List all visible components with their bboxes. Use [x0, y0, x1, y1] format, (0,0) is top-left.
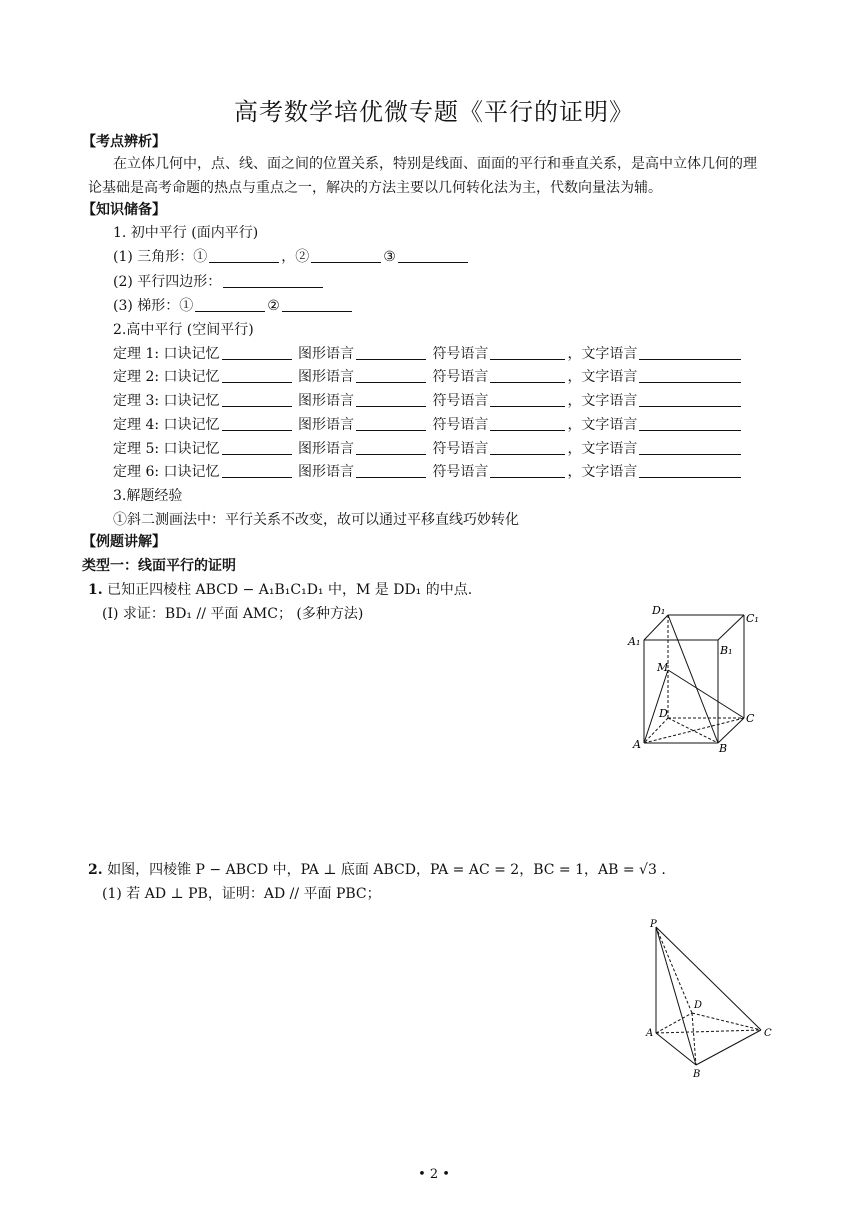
theorem-label: 定理 3: 口诀记忆 [113, 393, 220, 409]
label-d: D [694, 1000, 703, 1011]
blank-field[interactable] [356, 368, 426, 383]
theorem-row [113, 366, 743, 386]
blank-field[interactable] [398, 248, 468, 263]
problem-number: 1. [88, 582, 103, 598]
label-b: B [719, 742, 728, 755]
theorem-label: 定理 4: 口诀记忆 [113, 417, 220, 433]
prism-figure [620, 600, 760, 760]
triangle-row [113, 246, 470, 266]
symbol-language-label: 符号语言 [432, 441, 489, 457]
blank-field[interactable] [490, 463, 565, 478]
graph-language-label: 图形语言 [297, 346, 354, 362]
label-c: C [746, 712, 755, 725]
blank-field[interactable] [222, 392, 292, 407]
word-language-label: ，文字语言 [567, 369, 638, 385]
blank-field[interactable] [490, 440, 565, 455]
label-c1: C₁ [746, 612, 759, 625]
blank-field[interactable] [356, 392, 426, 407]
graph-language-label: 图形语言 [297, 393, 354, 409]
blank-field[interactable] [639, 392, 741, 407]
blank-field[interactable] [282, 297, 352, 312]
circle-3-label: ③ [383, 249, 396, 265]
theorem-row [113, 438, 743, 458]
theorem-row [113, 390, 743, 410]
blank-field[interactable] [222, 368, 292, 383]
graph-language-label: 图形语言 [297, 441, 354, 457]
theorem-label: 定理 5: 口诀记忆 [113, 441, 220, 457]
blank-field[interactable] [490, 345, 565, 360]
blank-field[interactable] [222, 463, 292, 478]
problem-1-part-1: (Ⅰ) 求证：BD₁ // 平面 AMC； (多种方法) [102, 606, 364, 622]
circle-2-label: ，② [281, 249, 310, 265]
blank-field[interactable] [356, 345, 426, 360]
theorem-row [113, 343, 743, 363]
section-liti: 【例题讲解】 [82, 534, 166, 550]
theorem-label: 定理 6: 口诀记忆 [113, 464, 220, 480]
label-b: B [693, 1069, 701, 1080]
problem-1 [88, 579, 472, 599]
word-language-label: ，文字语言 [567, 441, 638, 457]
experience-title: 3.解题经验 [113, 488, 183, 504]
symbol-language-label: 符号语言 [432, 346, 489, 362]
word-language-label: ，文字语言 [567, 346, 638, 362]
blank-field[interactable] [223, 273, 323, 288]
triangle-label: (1) 三角形：① [113, 249, 208, 265]
label-d: D [659, 707, 668, 720]
word-language-label: ，文字语言 [567, 393, 638, 409]
blank-field[interactable] [639, 440, 741, 455]
blank-field[interactable] [311, 248, 381, 263]
blank-field[interactable] [639, 416, 741, 431]
pyramid-figure [640, 915, 780, 1080]
symbol-language-label: 符号语言 [432, 369, 489, 385]
label-d1: D₁ [652, 604, 666, 617]
section-kaodian: 【考点辨析】 [82, 134, 166, 150]
symbol-language-label: 符号语言 [432, 464, 489, 480]
blank-field[interactable] [490, 416, 565, 431]
label-p: P [650, 919, 657, 930]
page-title: 高考数学培优微专题《平行的证明》 [234, 98, 634, 126]
theorem-label: 定理 2: 口诀记忆 [113, 369, 220, 385]
experience-item-1: ①斜二测画法中：平行关系不改变，故可以通过平移直线巧妙转化 [113, 512, 519, 528]
theorem-row [113, 414, 743, 434]
type-one-heading: 类型一：线面平行的证明 [82, 558, 236, 574]
blank-field[interactable] [195, 297, 265, 312]
label-m: M [657, 661, 669, 674]
symbol-language-label: 符号语言 [432, 393, 489, 409]
label-b1: B₁ [720, 644, 733, 657]
label-a: A [633, 738, 641, 751]
blank-field[interactable] [490, 368, 565, 383]
page-number: • 2 • [418, 1167, 450, 1182]
word-language-label: ，文字语言 [567, 417, 638, 433]
problem-text: 已知正四棱柱 ABCD − A₁B₁C₁D₁ 中，M 是 DD₁ 的中点. [107, 582, 473, 598]
problem-number: 2. [88, 862, 103, 878]
blank-field[interactable] [639, 463, 741, 478]
problem-2 [88, 859, 666, 879]
graph-language-label: 图形语言 [297, 464, 354, 480]
analysis-line-1: 在立体几何中，点、线、面之间的位置关系，特别是线面、面面的平行和垂直关系，是高中立体几何的理 [113, 156, 757, 172]
graph-language-label: 图形语言 [297, 417, 354, 433]
blank-field[interactable] [490, 392, 565, 407]
problem-2-part-1: (1) 若 AD ⊥ PB，证明：AD // 平面 PBC； [102, 886, 381, 902]
trapezoid-label: (3) 梯形：① [113, 298, 194, 314]
blank-field[interactable] [639, 345, 741, 360]
parallelogram-row [113, 271, 325, 291]
theorem-label: 定理 1: 口诀记忆 [113, 346, 220, 362]
trapezoid-row [113, 295, 354, 315]
blank-field[interactable] [356, 416, 426, 431]
symbol-language-label: 符号语言 [432, 417, 489, 433]
label-c: C [764, 1028, 772, 1039]
label-a: A [646, 1028, 654, 1039]
section-zhishi: 【知识储备】 [82, 202, 166, 218]
graph-language-label: 图形语言 [297, 369, 354, 385]
blank-field[interactable] [222, 345, 292, 360]
blank-field[interactable] [356, 463, 426, 478]
senior-parallel-title: 2.高中平行 (空间平行) [113, 322, 254, 338]
theorem-row [113, 461, 743, 481]
blank-field[interactable] [209, 248, 279, 263]
analysis-line-2: 论基础是高考命题的热点与重点之一，解决的方法主要以几何转化法为主，代数向量法为辅。 [88, 180, 662, 196]
blank-field[interactable] [222, 416, 292, 431]
parallelogram-label: (2) 平行四边形： [113, 274, 222, 290]
blank-field[interactable] [639, 368, 741, 383]
blank-field[interactable] [356, 440, 426, 455]
word-language-label: ，文字语言 [567, 464, 638, 480]
label-a1: A₁ [628, 635, 641, 648]
junior-parallel-title: 1. 初中平行 (面内平行) [113, 225, 259, 241]
problem-text: 如图，四棱锥 P − ABCD 中，PA ⊥ 底面 ABCD，PA = AC = 2，BC = 1，AB = √3 . [107, 862, 666, 878]
blank-field[interactable] [222, 440, 292, 455]
trapezoid-2-label: ② [267, 298, 280, 314]
